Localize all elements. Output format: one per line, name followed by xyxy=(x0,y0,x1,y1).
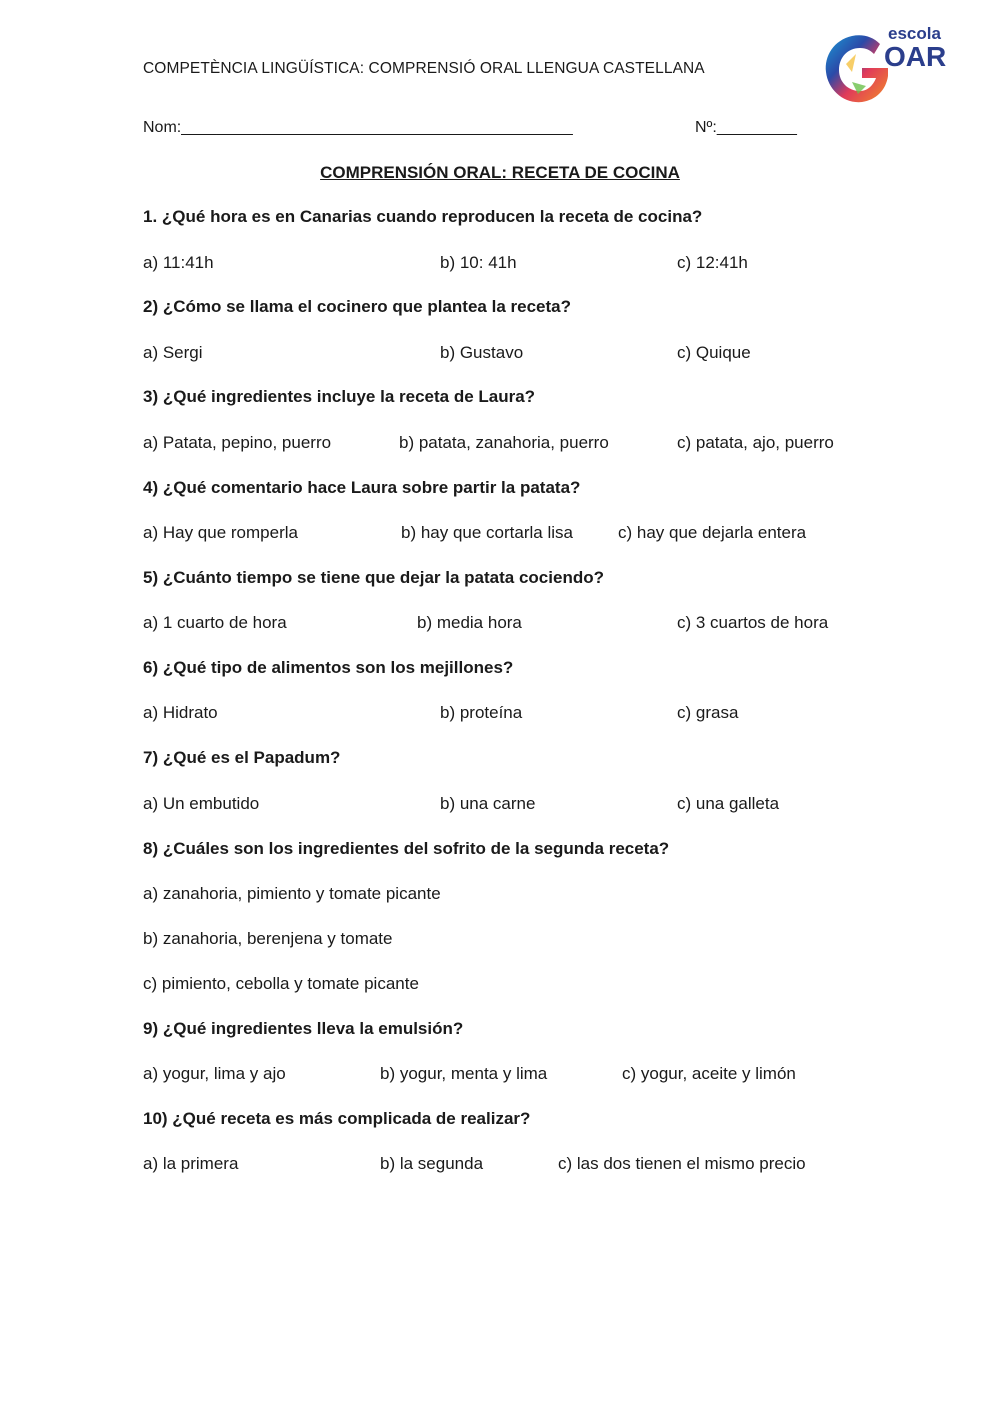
q3-option-b: b) patata, zanahoria, puerro xyxy=(399,433,609,452)
question-9: 9) ¿Qué ingredientes lleva la emulsión? xyxy=(143,1019,464,1038)
logo-g-mark xyxy=(826,35,888,102)
q9-option-a: a) yogur, lima y ajo xyxy=(143,1064,286,1083)
q10-option-b: b) la segunda xyxy=(380,1154,484,1173)
page-title: COMPRENSIÓN ORAL: RECETA DE COCINA xyxy=(320,163,680,182)
q3-option-c: c) patata, ajo, puerro xyxy=(677,433,834,452)
q2-option-a: a) Sergi xyxy=(143,343,203,362)
question-4: 4) ¿Qué comentario hace Laura sobre partir la patata? xyxy=(143,478,581,497)
q2-option-c: c) Quique xyxy=(677,343,751,362)
question-8: 8) ¿Cuáles son los ingredientes del sofrito de la segunda receta? xyxy=(143,839,670,858)
q5-option-c: c) 3 cuartos de hora xyxy=(677,613,829,632)
q8-option-b: b) zanahoria, berenjena y tomate xyxy=(143,929,393,948)
q4-option-a: a) Hay que romperla xyxy=(143,523,298,542)
school-logo xyxy=(822,24,962,110)
question-6: 6) ¿Qué tipo de alimentos son los mejillones? xyxy=(143,658,514,677)
question-3: 3) ¿Qué ingredientes incluye la receta de Laura? xyxy=(143,387,536,406)
question-2: 2) ¿Cómo se llama el cocinero que plantea la receta? xyxy=(143,297,571,316)
q5-option-b: b) media hora xyxy=(417,613,522,632)
logo-escola-text: escola xyxy=(888,24,941,43)
q10-option-a: a) la primera xyxy=(143,1154,239,1173)
logo-oar-text: OAR xyxy=(884,41,947,72)
q9-option-c: c) yogur, aceite y limón xyxy=(622,1064,796,1083)
question-7: 7) ¿Qué es el Papadum? xyxy=(143,748,341,767)
q6-option-a: a) Hidrato xyxy=(143,703,218,722)
q1-option-b: b) 10: 41h xyxy=(440,253,517,272)
q6-option-c: c) grasa xyxy=(677,703,739,722)
q8-option-a: a) zanahoria, pimiento y tomate picante xyxy=(143,884,441,903)
q4-option-c: c) hay que dejarla entera xyxy=(618,523,807,542)
q3-option-a: a) Patata, pepino, puerro xyxy=(143,433,332,452)
number-field[interactable]: Nº:_________ xyxy=(695,119,797,136)
q6-option-b: b) proteína xyxy=(440,703,523,722)
q8-option-c: c) pimiento, cebolla y tomate picante xyxy=(143,974,419,993)
q7-option-b: b) una carne xyxy=(440,794,536,813)
q7-option-a: a) Un embutido xyxy=(143,794,260,813)
q9-option-b: b) yogur, menta y lima xyxy=(380,1064,548,1083)
question-1: 1. ¿Qué hora es en Canarias cuando reproducen la receta de cocina? xyxy=(143,207,703,226)
q2-option-b: b) Gustavo xyxy=(440,343,524,362)
document-header: COMPETÈNCIA LINGÜÍSTICA: COMPRENSIÓ ORAL LLENGUA CASTELLANA xyxy=(143,60,705,77)
q1-option-c: c) 12:41h xyxy=(677,253,748,272)
question-10: 10) ¿Qué receta es más complicada de realizar? xyxy=(143,1109,531,1128)
name-field[interactable]: Nom:____________________________________________ xyxy=(143,119,573,136)
q10-option-c: c) las dos tienen el mismo precio xyxy=(558,1154,806,1173)
q5-option-a: a) 1 cuarto de hora xyxy=(143,613,287,632)
q4-option-b: b) hay que cortarla lisa xyxy=(401,523,573,542)
q1-option-a: a) 11:41h xyxy=(143,253,214,272)
question-5: 5) ¿Cuánto tiempo se tiene que dejar la patata cociendo? xyxy=(143,568,604,587)
q7-option-c: c) una galleta xyxy=(677,794,780,813)
